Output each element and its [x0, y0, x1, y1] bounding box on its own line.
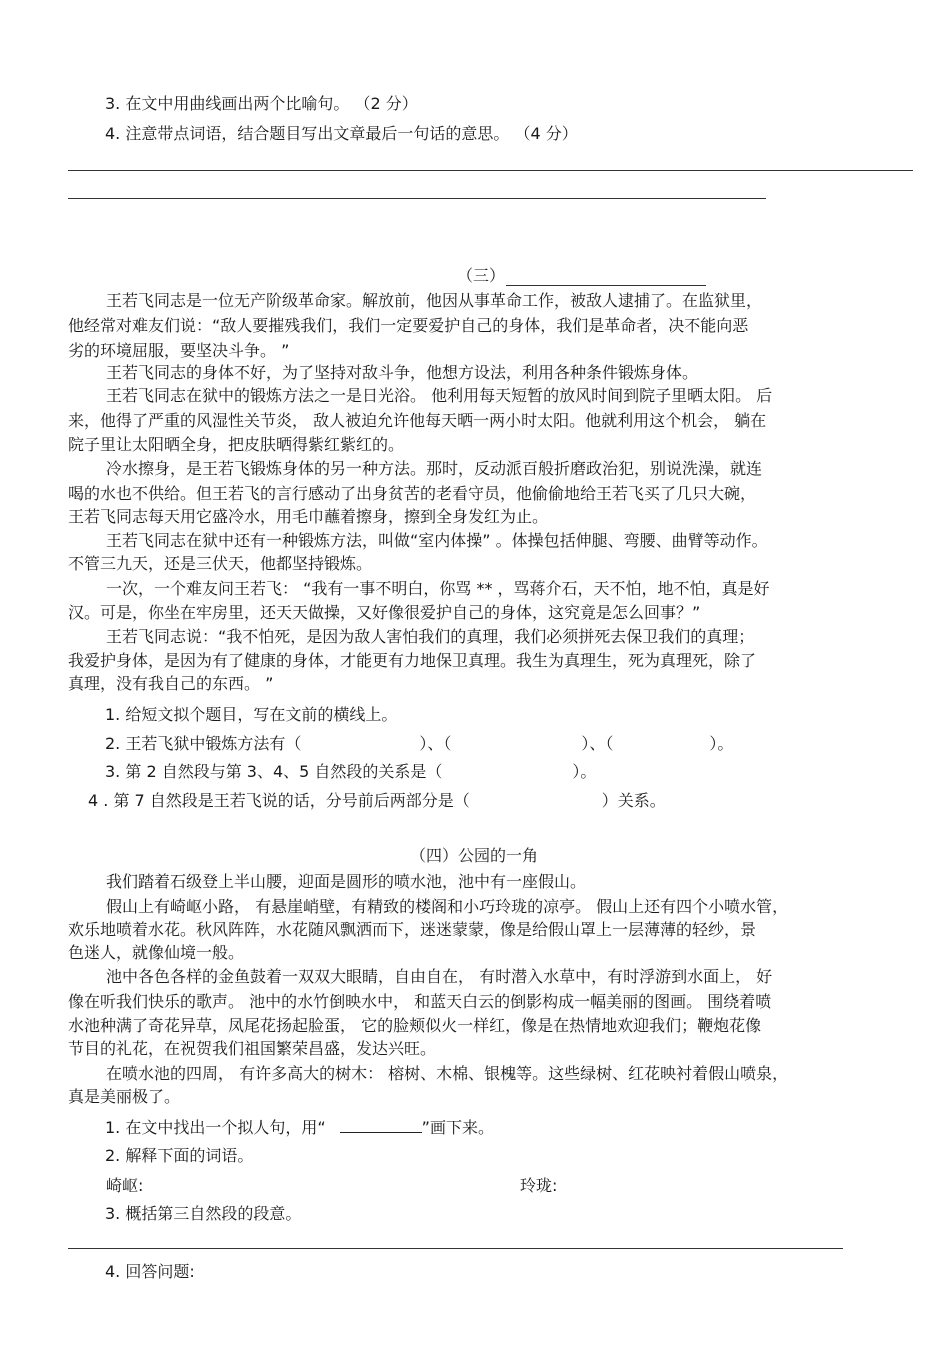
- question-text: ）、（: [581, 734, 614, 753]
- question-3: 3. 在文中用曲线画出两个比喻句。 （2 分）: [105, 94, 418, 113]
- passage-line: 水池种满了奇花异草，凤尾花扬起脸蛋， 它的脸颊似火一样红，像是在热情地欢迎我们；鞭炮花像: [68, 1016, 762, 1035]
- section-heading: [457, 265, 505, 287]
- answer-line: [68, 198, 766, 199]
- question-text: 3. 第 2 自然段与第 3、4、5 自然段的关系是（: [105, 762, 443, 781]
- passage-line: 王若飞同志说：“我不怕死，是因为敌人害怕我们的真理，我们必须拼死去保卫我们的真理；: [106, 627, 755, 646]
- passage-line: 喝的水也不供给。但王若飞的言行感动了出身贫苦的老看守员，他偷偷地给王若飞买了几只大碗，: [68, 484, 757, 503]
- passage-line: 我们踏着石级登上半山腰，迎面是圆形的喷水池，池中有一座假山。: [106, 872, 587, 891]
- question-4: 4. 注意带点词语，结合题目写出文章最后一句话的意思。 （4 分）: [105, 124, 578, 143]
- answer-blank[interactable]: [340, 1116, 422, 1133]
- passage-line: 劣的环境屈服，要坚决斗争。 ”: [68, 341, 290, 360]
- question-text: 1. 在文中找出一个拟人句，用“: [105, 1118, 326, 1137]
- passage-line: 他经常对难友们说：“敌人要摧残我们，我们一定要爱护自己的身体，我们是革命者，决不能向恶: [68, 316, 749, 335]
- question-2: [105, 733, 733, 755]
- passage-line: 真是美丽极了。: [68, 1087, 181, 1106]
- passage-line: 王若飞同志的身体不好，为了坚持对敌斗争，他想方设法，利用各种条件锻炼身体。: [106, 363, 699, 382]
- passage-line: 冷水擦身，是王若飞锻炼身体的另一种方法。那时，反动派百般折磨政治犯，别说洗澡，就连: [106, 459, 763, 478]
- passage-line: 王若飞同志在狱中还有一种锻炼方法，叫做“室内体操” 。体操包括伸腿、弯腰、曲臂等动作。: [106, 531, 768, 550]
- question-3: 3. 概括第三自然段的段意。: [105, 1204, 302, 1223]
- passage-line: 我爱护身体，是因为有了健康的身体，才能更有力地保卫真理。我生为真理生，死为真理死，除了: [68, 651, 757, 670]
- passage-line: 欢乐地喷着水花。秋风阵阵，水花随风飘洒而下，迷迷蒙蒙，像是给假山罩上一层薄薄的轻纱，景: [68, 920, 757, 939]
- passage-line: 真理，没有我自己的东西。 ”: [68, 674, 274, 693]
- question-text: ）、（: [419, 734, 452, 753]
- section-number: （三）: [457, 266, 506, 285]
- question-4: [88, 790, 666, 812]
- passage-line: 王若飞同志是一位无产阶级革命家。解放前，他因从事革命工作，被敌人逮捕了。在监狱里，: [106, 291, 763, 310]
- question-1: 1. 给短文拟个题目，写在文前的横线上。: [105, 705, 398, 724]
- passage-line: 汉。可是，你坐在牢房里，还天天做操，又好像很爱护自己的身体，这究竟是怎么回事？”: [68, 603, 701, 622]
- question-3: [105, 761, 596, 783]
- passage-line: 一次，一个难友问王若飞： “我有一事不明白，你骂 ** ，骂蒋介石，天不怕，地不怕，真是好: [106, 579, 770, 598]
- answer-line: [68, 170, 913, 171]
- title-blank-line: [506, 285, 706, 286]
- passage-line: 假山上有崎岖小路， 有悬崖峭壁，有精致的楼阁和小巧玲珑的凉亭。 假山上还有四个小喷水管，: [106, 897, 789, 916]
- question-text: ）。: [572, 762, 597, 781]
- passage-line: 王若飞同志在狱中的锻炼方法之一是日光浴。 他利用每天短暂的放风时间到院子里晒太阳。 后: [106, 386, 773, 405]
- passage-line: 不管三九天，还是三伏天，他都坚持锻炼。: [68, 554, 373, 573]
- passage-line: 来，他得了严重的风湿性关节炎， 敌人被迫允许他每天晒一两小时太阳。他就利用这个机会， 躺在: [68, 411, 767, 430]
- passage-line: 节目的礼花，在祝贺我们祖国繁荣昌盛，发达兴旺。: [68, 1039, 437, 1058]
- section-heading: （四）公园的一角: [410, 846, 539, 865]
- passage-line: 在喷水池的四周， 有许多高大的树木： 榕树、木棉、银槐等。这些绿树、红花映衬着假山喷泉，: [106, 1064, 789, 1083]
- answer-line: [68, 1248, 843, 1249]
- passage-line: 王若飞同志每天用它盛冷水，用毛巾蘸着擦身，擦到全身发红为止。: [68, 507, 549, 526]
- question-2: 2. 解释下面的词语。: [105, 1146, 254, 1165]
- question-1: [105, 1116, 494, 1139]
- word-linglong: 玲珑:: [520, 1176, 558, 1195]
- passage-line: 像在听我们快乐的歌声。 池中的水竹倒映水中， 和蓝天白云的倒影构成一幅美丽的图画。 围绕着喷: [68, 992, 772, 1011]
- passage-line: 色迷人，就像仙境一般。: [68, 943, 245, 962]
- question-4: 4. 回答问题:: [105, 1262, 195, 1281]
- question-text: ）关系。: [601, 791, 666, 810]
- word-qiqu: 崎岖:: [106, 1176, 144, 1195]
- passage-line: 池中各色各样的金鱼鼓着一双双大眼睛，自由自在， 有时潜入水草中，有时浮游到水面上， 好: [106, 967, 773, 986]
- question-text: ）。: [709, 734, 734, 753]
- passage-line: 院子里让太阳晒全身，把皮肤晒得紫红紫红的。: [68, 435, 405, 454]
- question-text: 4 . 第 7 自然段是王若飞说的话，分号前后两部分是（: [88, 791, 470, 810]
- question-text: 2. 王若飞狱中锻炼方法有（: [105, 734, 302, 753]
- question-text: ”画下来。: [421, 1118, 494, 1137]
